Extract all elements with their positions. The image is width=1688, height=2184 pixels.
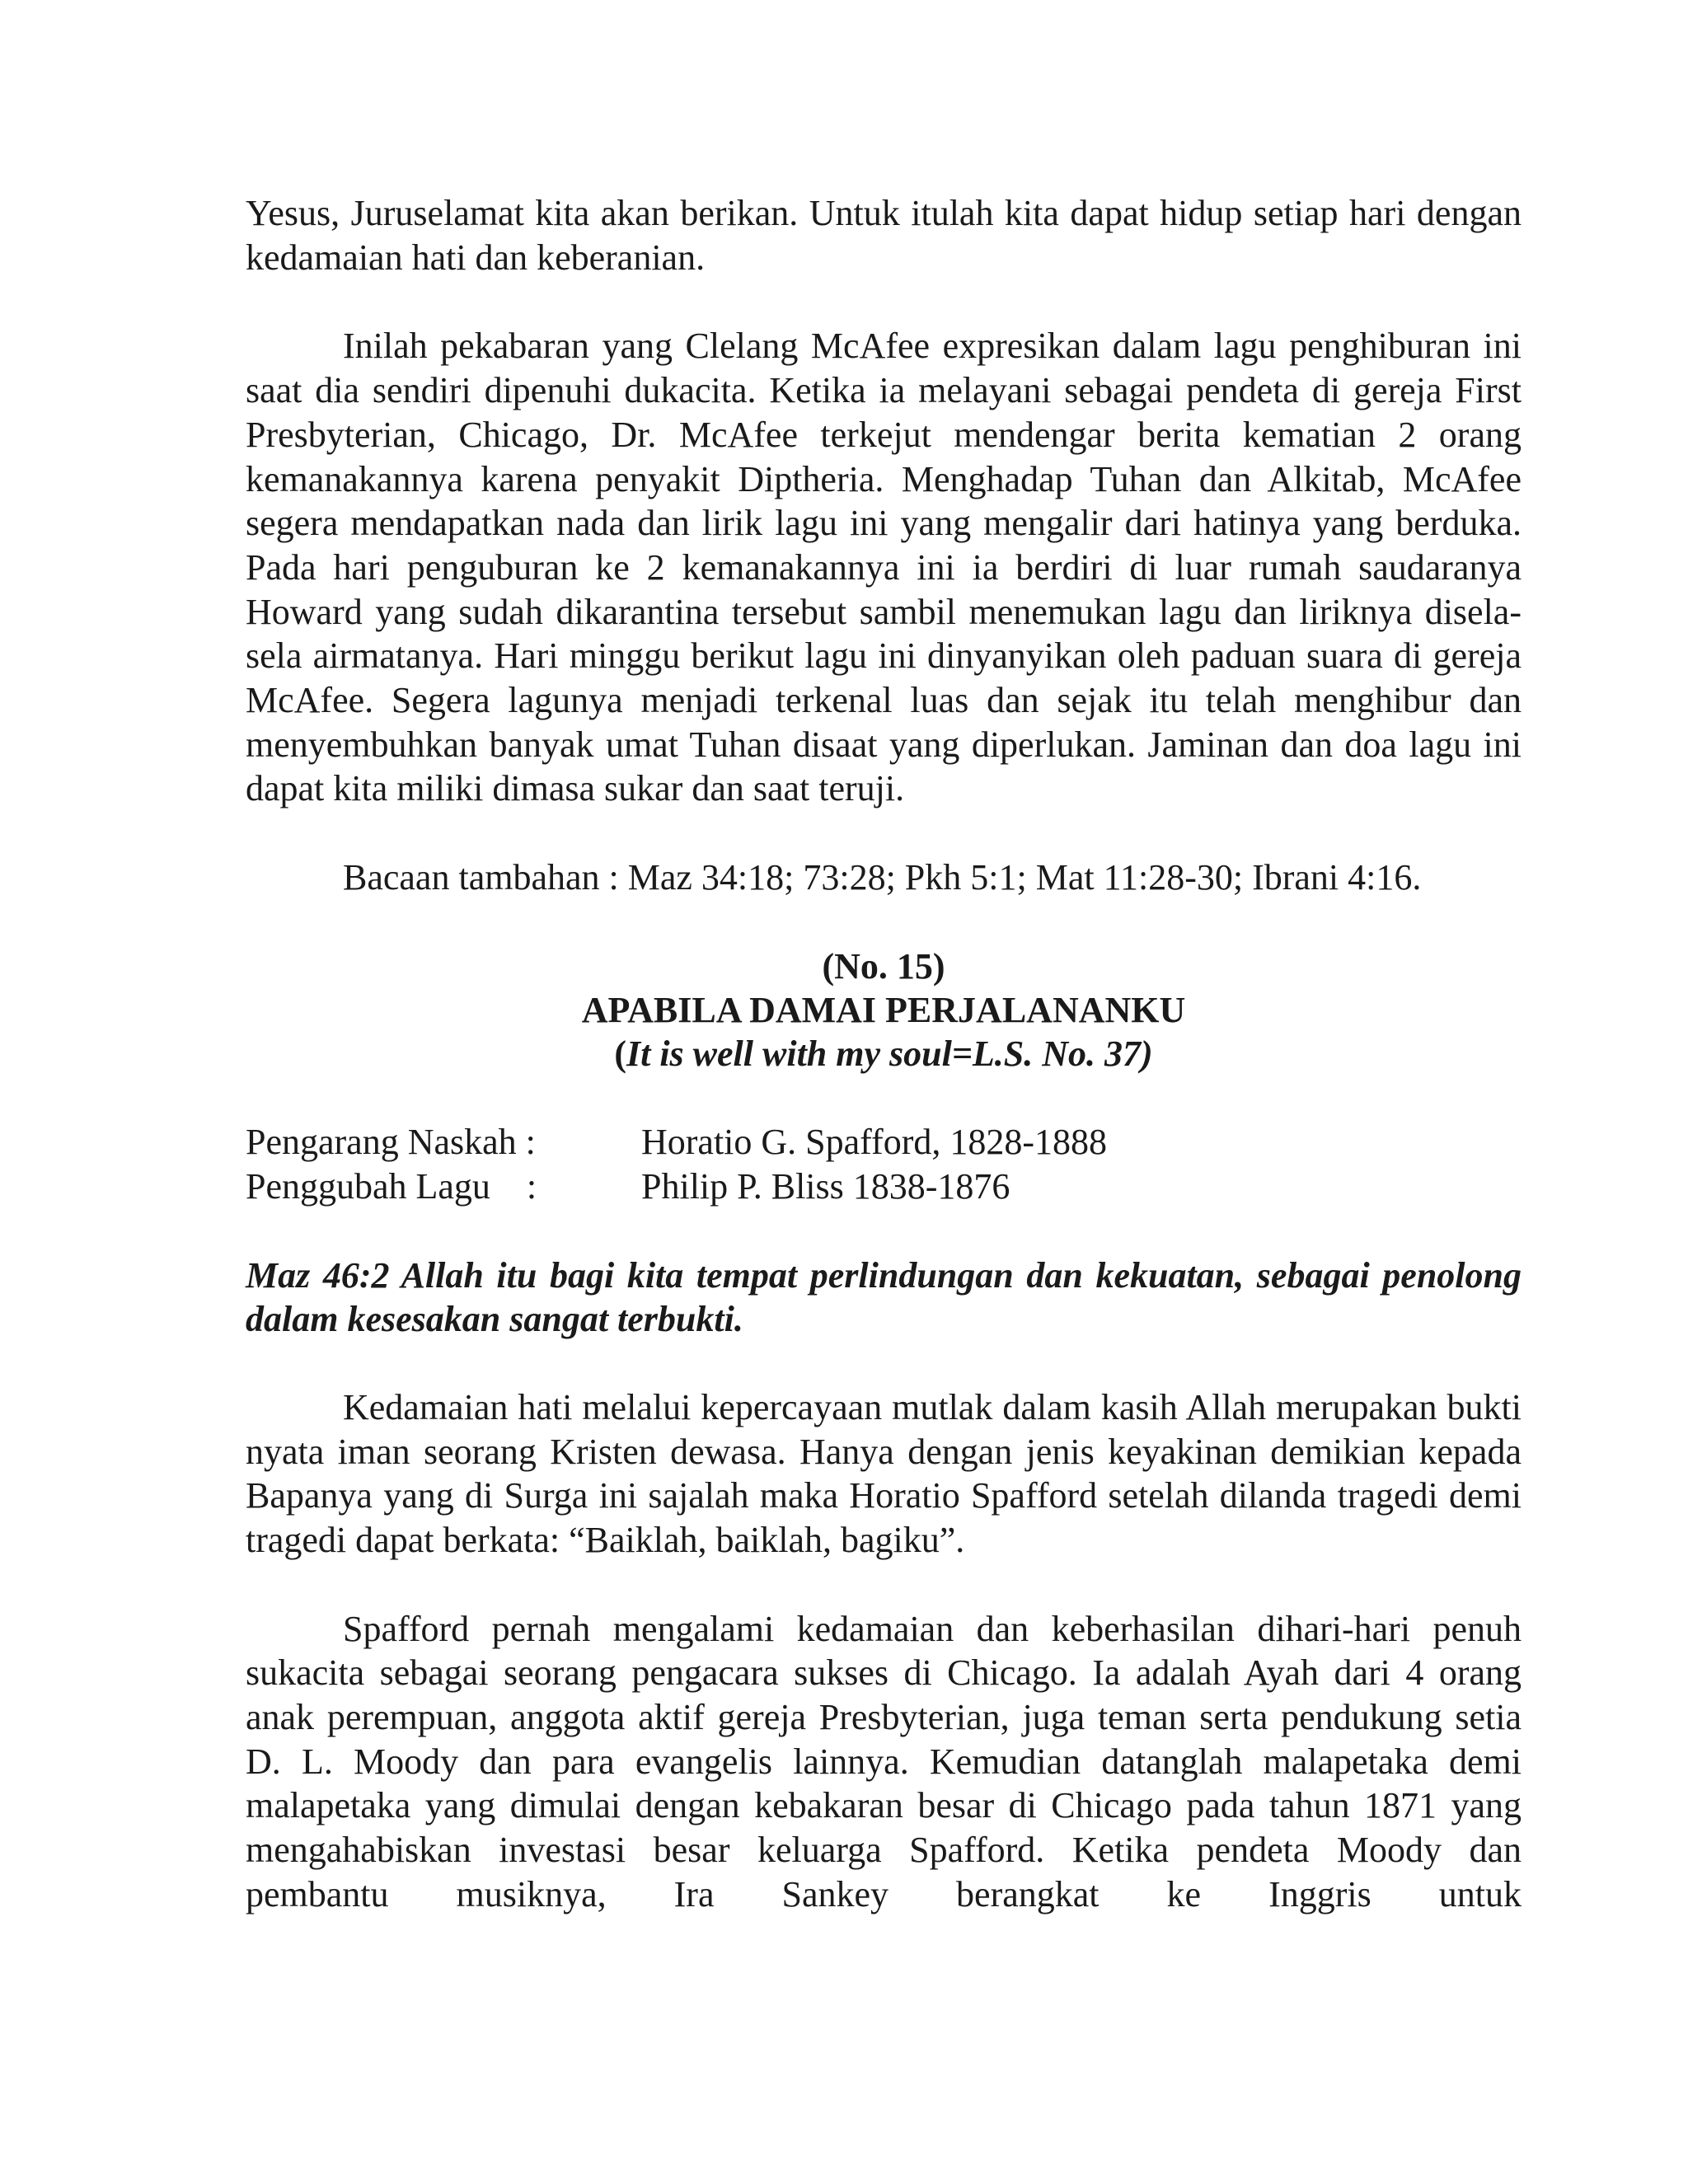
hymn-heading <box>246 944 1522 1076</box>
scripture-verse: Maz 46:2 Allah itu bagi kita tempat perlindungan dan kekuatan, sebagai penolong dalam kesesakan sangat terbukti. <box>246 1254 1522 1339</box>
peace-paragraph: Kedamaian hati melalui kepercayaan mutlak dalam kasih Allah merupakan bukti nyata iman seorang Kristen dewasa. Hanya dengan jenis keyakinan demikian kepada Bapanya yang di Surga ini sajalah maka Horatio Spafford setelah dilanda tragedi demi tragedi dapat berkata: “Baiklah, baiklah, bagiku”. <box>246 1386 1522 1560</box>
hymn-credits <box>246 1120 1522 1209</box>
document-body <box>246 191 1522 1917</box>
author-label: Pengarang Naskah : <box>246 1121 536 1162</box>
hymn-subtitle-text: It is well with my soul=L.S. No. 37) <box>626 1033 1153 1074</box>
mcafee-paragraph: Inilah pekabaran yang Clelang McAfee expresikan dalam lagu penghiburan ini saat dia sendiri dipenuhi dukacita. Ketika ia melayani sebagai pendeta di gereja First Presbyterian, Chicago, Dr. McAfee terkejut mendengar berita kematian 2 orang kemanakannya karena penyakit Diptheria. Menghadap Tuhan dan Alkitab, McAfee segera mendapatkan nada dan lirik lagu ini yang mengalir dari hatinya yang berduka. Pada hari penguburan ke 2 kemanakannya ini ia berdiri di luar rumah saudaranya Howard yang sudah dikarantina tersebut sambil menemukan lagu dan liriknya disela-sela airmatanya. Hari minggu berikut lagu ini dinyanyikan oleh paduan suara di gereja McAfee. Segera lagunya menjadi terkenal luas dan sejak itu telah menghibur dan menyembuhkan banyak umat Tuhan disaat yang diperlukan. Jaminan dan doa lagu ini dapat kita miliki dimasa sukar dan saat teruji. <box>246 326 1522 809</box>
composer-label: Penggubah Lagu : <box>246 1165 537 1207</box>
intro-paragraph: Yesus, Juruselamat kita akan berikan. Untuk itulah kita dapat hidup setiap hari dengan kedamaian hati dan keberanian. <box>246 193 1522 278</box>
author-value: Horatio G. Spafford, 1828-1888 <box>641 1121 1107 1162</box>
hymn-title: APABILA DAMAI PERJALANANKU <box>581 989 1186 1030</box>
hymn-number: (No. 15) <box>822 945 945 987</box>
hymn-subtitle-paren: ( <box>614 1033 626 1074</box>
hymn-subtitle <box>246 1032 1522 1076</box>
additional-reading: Bacaan tambahan : Maz 34:18; 73:28; Pkh 5:1; Mat 11:28-30; Ibrani 4:16. <box>343 857 1422 898</box>
composer-value: Philip P. Bliss 1838-1876 <box>641 1165 1010 1207</box>
spafford-paragraph: Spafford pernah mengalami kedamaian dan keberhasilan dihari-hari penuh sukacita sebagai seorang pengacara sukses di Chicago. Ia adalah Ayah dari 4 orang anak perempuan, anggota aktif gereja Presbyterian, juga teman serta pendukung setia D. L. Moody dan para evangelis lainnya. Kemudian datanglah malapetaka demi malapetaka yang dimulai dengan kebakaran besar di Chicago pada tahun 1871 yang mengahabiskan investasi besar keluarga Spafford. Ketika pendeta Moody dan pembantu musiknya, Ira Sankey berangkat ke Inggris untuk <box>246 1608 1522 1915</box>
